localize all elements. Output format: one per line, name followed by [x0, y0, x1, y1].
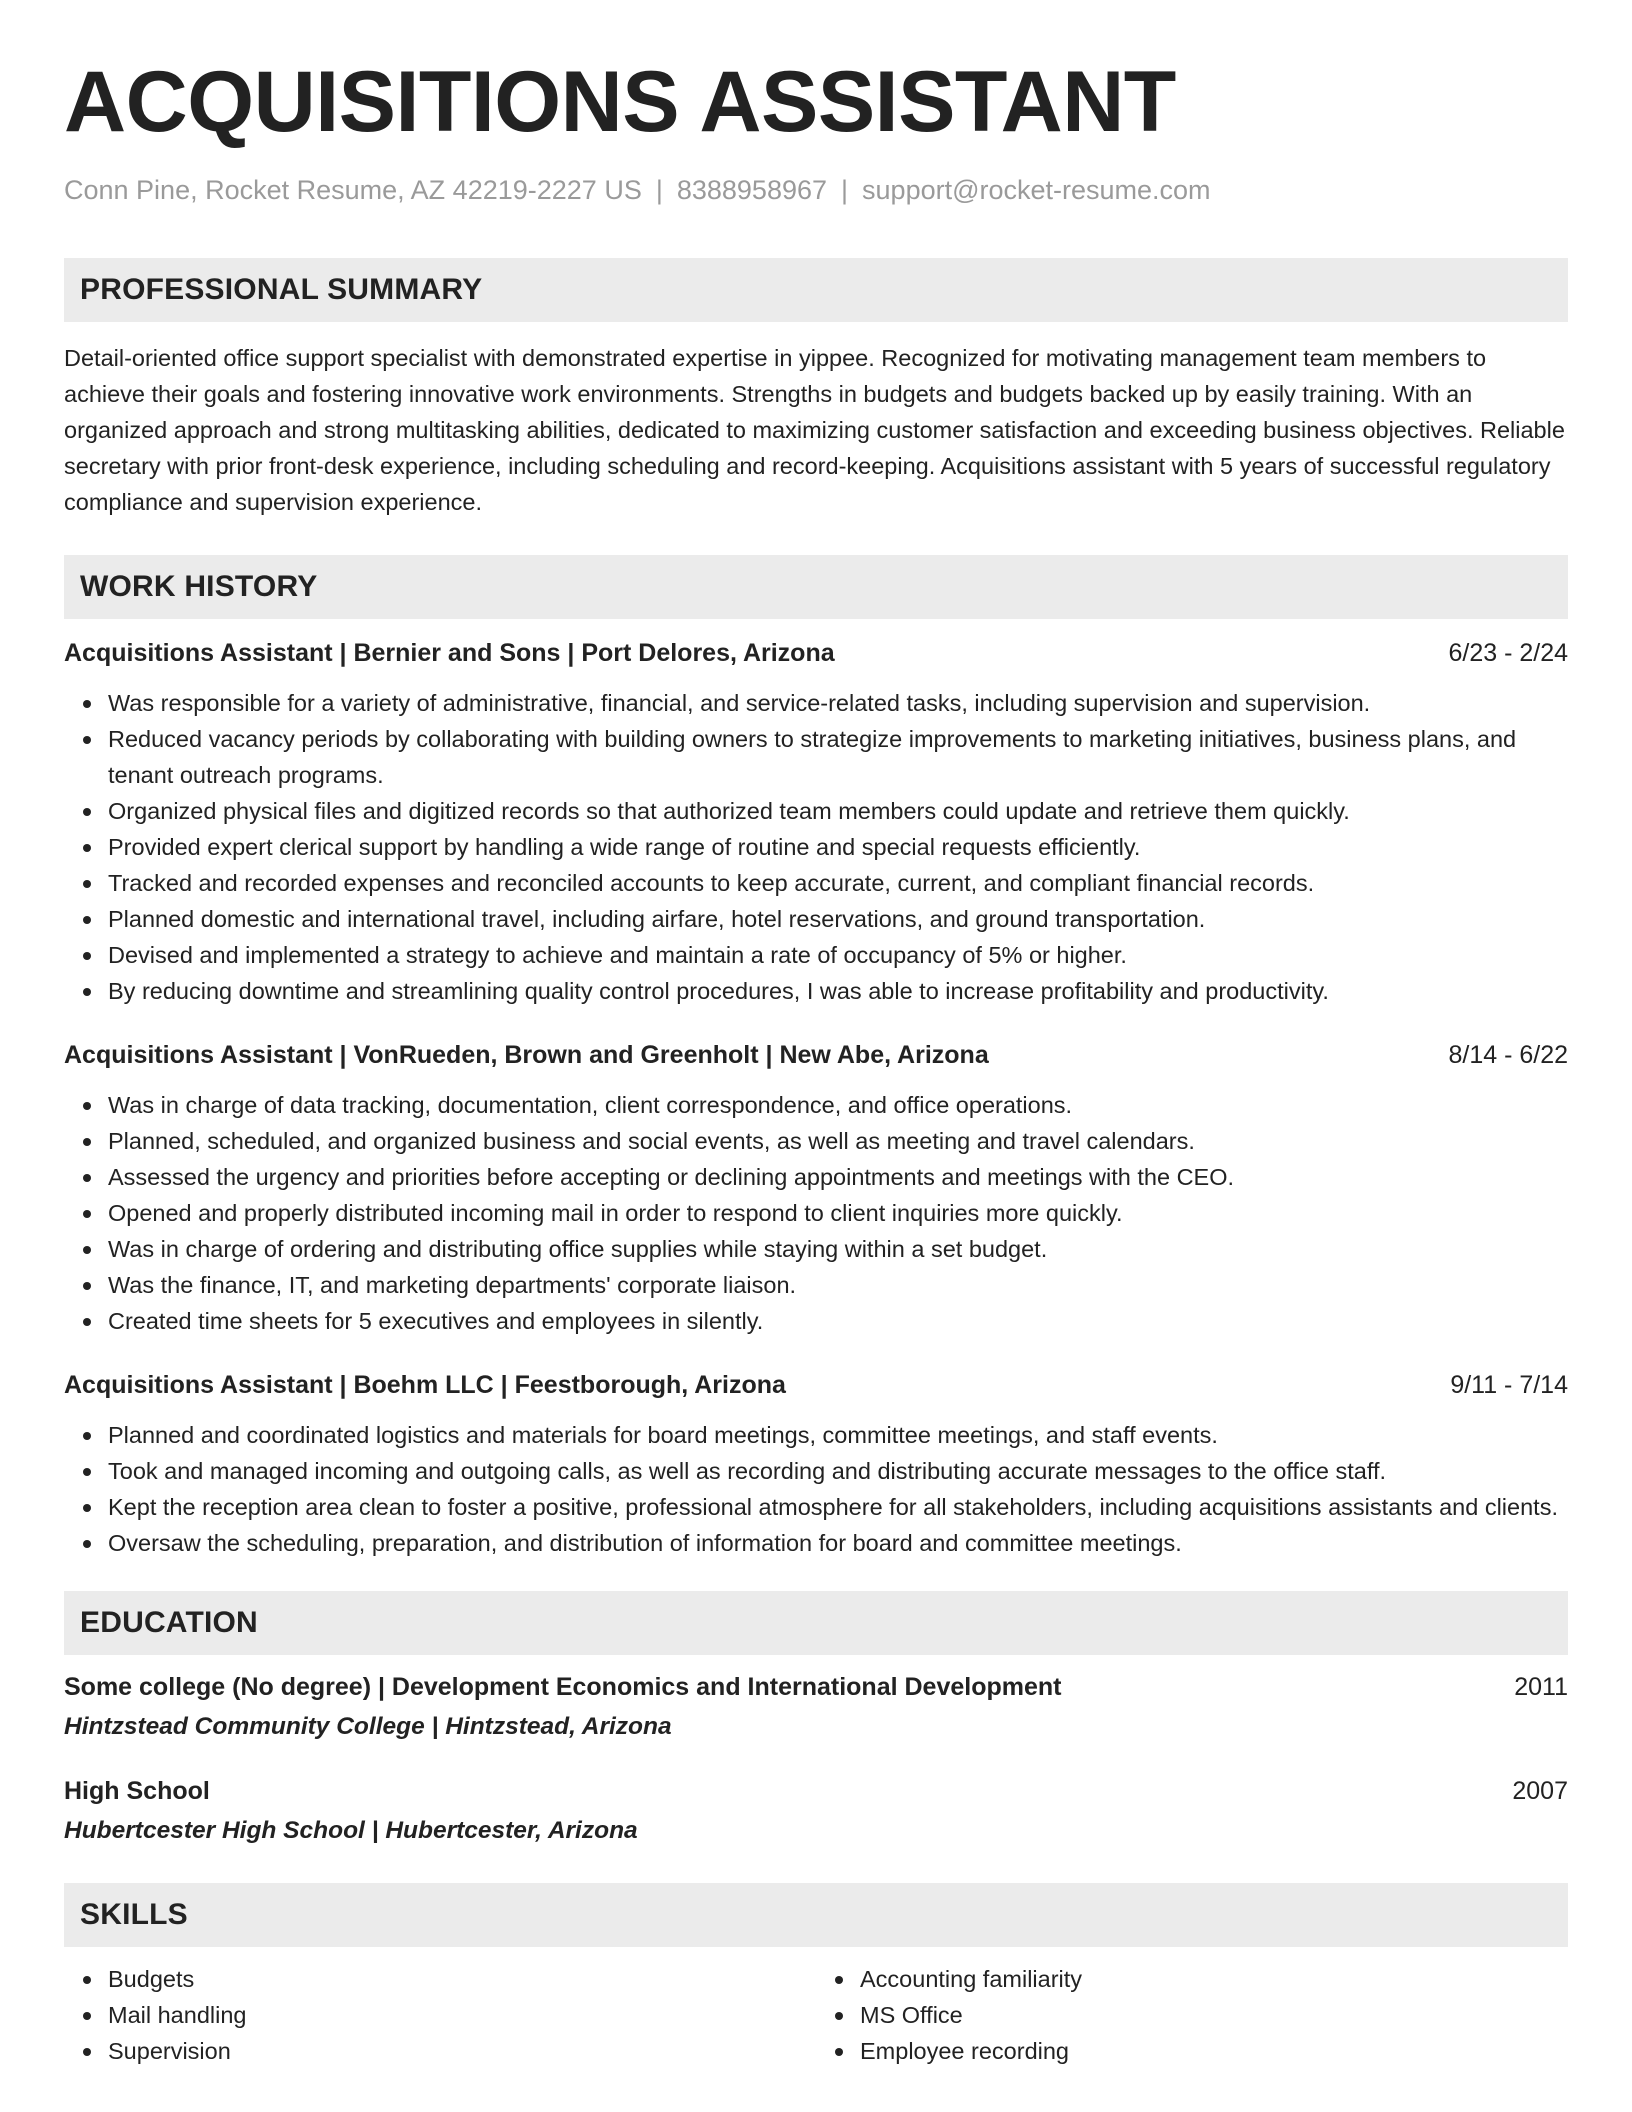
skill-item: Budgets — [108, 1961, 816, 1997]
contact-phone: 8388958967 — [676, 175, 828, 205]
job-dates: 6/23 - 2/24 — [1448, 639, 1568, 667]
job-bullet: Was in charge of data tracking, documentation, client correspondence, and office operations. — [108, 1087, 1568, 1123]
job-title: Acquisitions Assistant | Bernier and Sons | Port Delores, Arizona — [64, 639, 835, 667]
job-bullet: Organized physical files and digitized records so that authorized team members could update and retrieve them quickly. — [108, 793, 1568, 829]
section-header-skills: SKILLS — [64, 1883, 1568, 1947]
education-school: Hubertcester High School | Hubertcester, Arizona — [64, 1817, 638, 1844]
job-bullet: Reduced vacancy periods by collaborating with building owners to strategize improvements to marketing initiatives, business plans, and tenant outreach programs. — [108, 721, 1568, 793]
education-year: 2007 — [1512, 1777, 1568, 1805]
contact-email: support@rocket-resume.com — [862, 175, 1211, 205]
job-bullet: Took and managed incoming and outgoing calls, as well as recording and distributing accurate messages to the office staff. — [108, 1453, 1568, 1489]
job-dates: 8/14 - 6/22 — [1448, 1041, 1568, 1069]
job-title: Acquisitions Assistant | VonRueden, Brown and Greenholt | New Abe, Arizona — [64, 1041, 989, 1069]
job-bullet: Tracked and recorded expenses and reconciled accounts to keep accurate, current, and compliant financial records. — [108, 865, 1568, 901]
skills-column-left — [64, 1961, 816, 2069]
job-bullet: Was responsible for a variety of administrative, financial, and service-related tasks, including supervision and supervision. — [108, 685, 1568, 721]
job-bullet: Oversaw the scheduling, preparation, and distribution of information for board and committee meetings. — [108, 1525, 1568, 1561]
education-school: Hintzstead Community College | Hintzstead, Arizona — [64, 1713, 672, 1740]
job-bullet: Assessed the urgency and priorities before accepting or declining appointments and meetings with the CEO. — [108, 1159, 1568, 1195]
job-bullet: Created time sheets for 5 executives and employees in silently. — [108, 1303, 1568, 1339]
job-bullet: Was the finance, IT, and marketing departments' corporate liaison. — [108, 1267, 1568, 1303]
section-header-education: EDUCATION — [64, 1591, 1568, 1655]
job-bullet: Planned, scheduled, and organized business and social events, as well as meeting and travel calendars. — [108, 1123, 1568, 1159]
skill-item: Supervision — [108, 2033, 816, 2069]
section-header-summary: PROFESSIONAL SUMMARY — [64, 258, 1568, 322]
job-bullet: By reducing downtime and streamlining quality control procedures, I was able to increase profitability and productivity. — [108, 973, 1568, 1009]
education-degree: Some college (No degree) | Development Economics and International Development — [64, 1673, 1062, 1701]
skills-column-right — [816, 1961, 1568, 2069]
contact-line — [64, 172, 1568, 208]
skill-item: Accounting familiarity — [860, 1961, 1568, 1997]
education-year: 2011 — [1514, 1673, 1568, 1701]
job-bullets — [64, 1087, 1568, 1339]
job-title: Acquisitions Assistant | Boehm LLC | Feestborough, Arizona — [64, 1371, 786, 1399]
contact-address: Conn Pine, Rocket Resume, AZ 42219-2227 US — [64, 175, 642, 205]
job-entry — [64, 1037, 1568, 1339]
job-dates: 9/11 - 7/14 — [1450, 1371, 1568, 1399]
job-bullet: Devised and implemented a strategy to achieve and maintain a rate of occupancy of 5% or higher. — [108, 937, 1568, 973]
job-bullet: Was in charge of ordering and distributing office supplies while staying within a set budget. — [108, 1231, 1568, 1267]
job-entry — [64, 1367, 1568, 1561]
job-bullet: Opened and properly distributed incoming mail in order to respond to client inquiries more quickly. — [108, 1195, 1568, 1231]
job-entry — [64, 635, 1568, 1009]
section-header-work-history: WORK HISTORY — [64, 555, 1568, 619]
contact-separator: | — [655, 175, 663, 205]
job-bullet: Kept the reception area clean to foster a positive, professional atmosphere for all stakeholders, including acquisitions assistants and clients. — [108, 1489, 1568, 1525]
skill-item: MS Office — [860, 1997, 1568, 2033]
skills-list — [64, 1961, 1568, 2069]
summary-text: Detail-oriented office support specialist with demonstrated expertise in yippee. Recognized for motivating management team members to achieve their goals and fostering innovative work environments. Strengths in budgets and budgets backed up by easily training. With an organized approach and strong multitasking abilities, dedicated to maximizing customer satisfaction and exceeding business objectives. Reliable secretary with prior front-desk experience, including scheduling and record-keeping. Acquisitions assistant with 5 years of successful regulatory compliance and supervision experience. — [64, 345, 1565, 515]
job-bullet: Provided expert clerical support by handling a wide range of routine and special requests efficiently. — [108, 829, 1568, 865]
skill-item: Mail handling — [108, 1997, 816, 2033]
resume-title: ACQUISITIONS ASSISTANT — [64, 54, 1176, 150]
education-degree: High School — [64, 1777, 210, 1805]
job-bullets — [64, 1417, 1568, 1561]
skill-item: Employee recording — [860, 2033, 1568, 2069]
job-bullet: Planned domestic and international travel, including airfare, hotel reservations, and ground transportation. — [108, 901, 1568, 937]
job-bullets — [64, 685, 1568, 1009]
education-entry — [64, 1669, 1568, 1745]
education-entry — [64, 1773, 1568, 1849]
contact-separator: | — [841, 175, 849, 205]
job-bullet: Planned and coordinated logistics and materials for board meetings, committee meetings, and staff events. — [108, 1417, 1568, 1453]
